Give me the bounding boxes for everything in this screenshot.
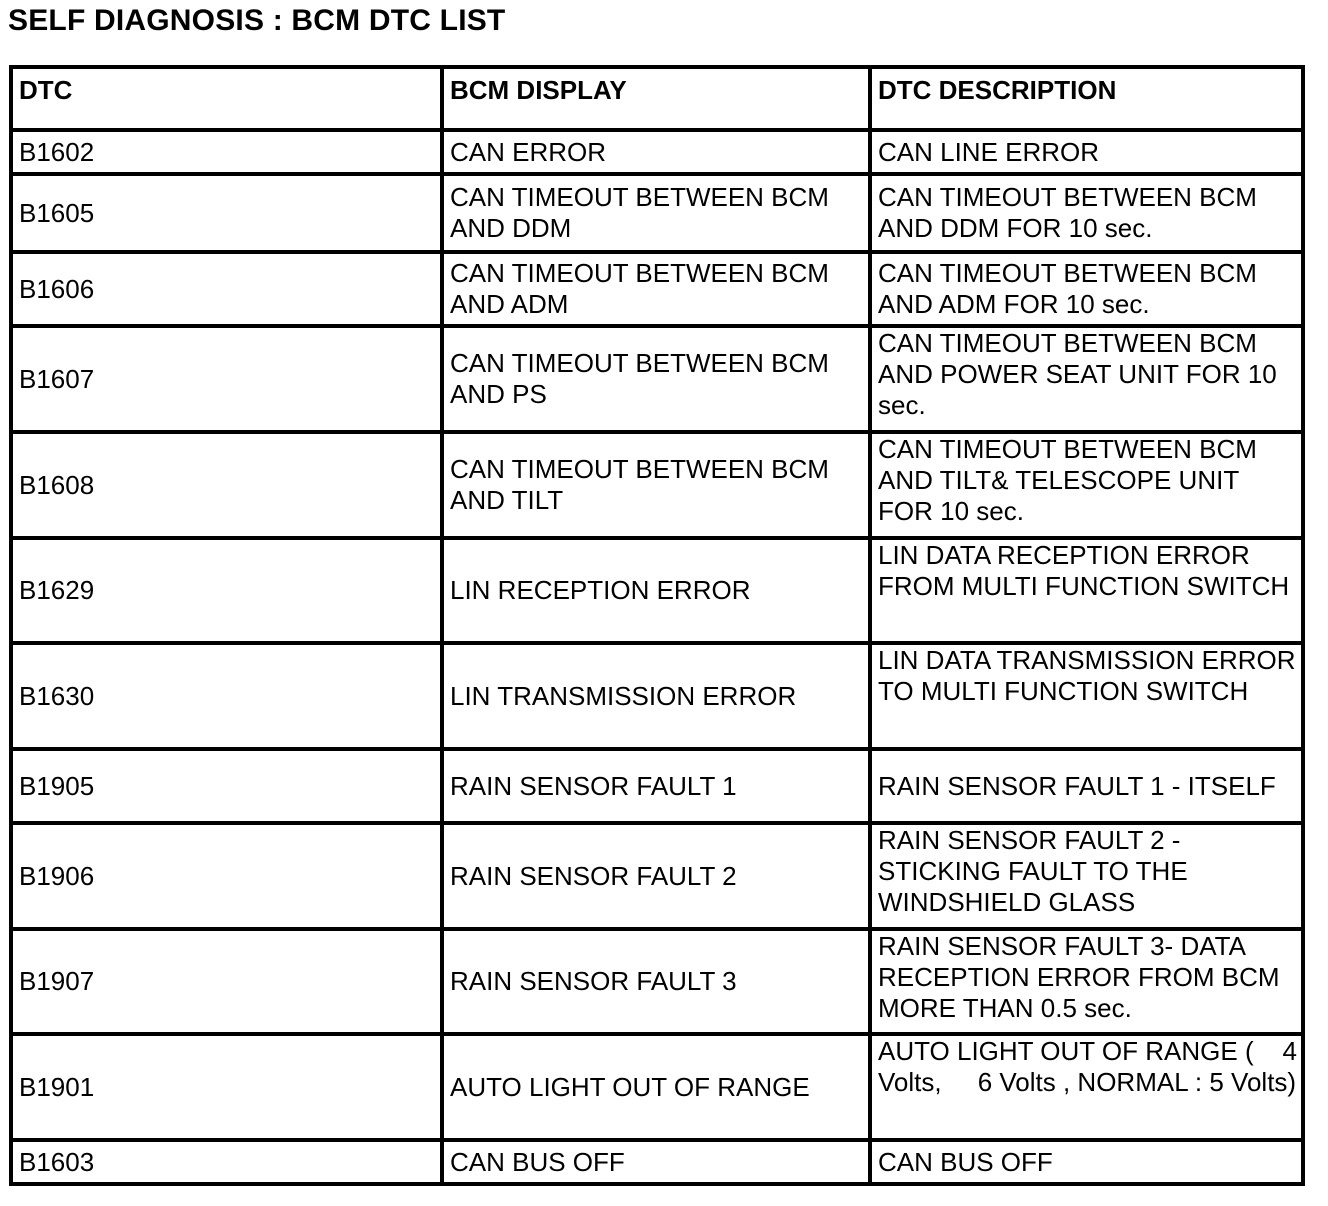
dtc-description: RAIN SENSOR FAULT 3- DATA RECEPTION ERROR FROM BCM MORE THAN 0.5 sec. [870,929,1303,1034]
bcm-display: CAN TIMEOUT BETWEEN BCM AND PS [442,326,870,432]
dtc-description: LIN DATA RECEPTION ERROR FROM MULTI FUNCTION SWITCH [870,538,1303,643]
bcm-display: CAN ERROR [442,130,870,174]
dtc-description: CAN BUS OFF [870,1140,1303,1184]
bcm-display: LIN RECEPTION ERROR [442,538,870,643]
dtc-code: B1603 [11,1140,442,1184]
bcm-display: CAN TIMEOUT BETWEEN BCM AND ADM [442,252,870,326]
table-row [11,823,1303,929]
bcm-display: RAIN SENSOR FAULT 1 [442,749,870,823]
dtc-code: B1630 [11,643,442,749]
bcm-display: RAIN SENSOR FAULT 3 [442,929,870,1034]
dtc-description: RAIN SENSOR FAULT 1 - ITSELF [870,749,1303,823]
bcm-display: AUTO LIGHT OUT OF RANGE [442,1034,870,1140]
table-row [11,432,1303,538]
dtc-code: B1906 [11,823,442,929]
dtc-description: CAN TIMEOUT BETWEEN BCM AND ADM FOR 10 sec. [870,252,1303,326]
dtc-table [9,65,1305,1186]
dtc-code: B1602 [11,130,442,174]
header-dtc-description: DTC DESCRIPTION [870,67,1303,130]
table-row [11,130,1303,174]
dtc-code: B1608 [11,432,442,538]
table-row [11,252,1303,326]
page-title: SELF DIAGNOSIS : BCM DTC LIST [8,4,506,37]
dtc-description: LIN DATA TRANSMISSION ERROR TO MULTI FUNCTION SWITCH [870,643,1303,749]
dtc-description: CAN TIMEOUT BETWEEN BCM AND TILT& TELESCOPE UNIT FOR 10 sec. [870,432,1303,538]
header-dtc: DTC [11,67,442,130]
dtc-description: CAN TIMEOUT BETWEEN BCM AND DDM FOR 10 sec. [870,174,1303,252]
bcm-display: LIN TRANSMISSION ERROR [442,643,870,749]
dtc-code: B1901 [11,1034,442,1140]
dtc-description: CAN LINE ERROR [870,130,1303,174]
dtc-code: B1905 [11,749,442,823]
dtc-description: AUTO LIGHT OUT OF RANGE ( 4 Volts, 6 Volts , NORMAL : 5 Volts) [870,1034,1303,1140]
bcm-display: RAIN SENSOR FAULT 2 [442,823,870,929]
dtc-code: B1606 [11,252,442,326]
table-row [11,1140,1303,1184]
table-row [11,749,1303,823]
dtc-code: B1629 [11,538,442,643]
bcm-display: CAN TIMEOUT BETWEEN BCM AND DDM [442,174,870,252]
dtc-description: CAN TIMEOUT BETWEEN BCM AND POWER SEAT UNIT FOR 10 sec. [870,326,1303,432]
table-row [11,1034,1303,1140]
table-row [11,538,1303,643]
bcm-display: CAN TIMEOUT BETWEEN BCM AND TILT [442,432,870,538]
dtc-code: B1607 [11,326,442,432]
table-row [11,326,1303,432]
table-row [11,643,1303,749]
dtc-code: B1907 [11,929,442,1034]
dtc-description: RAIN SENSOR FAULT 2 - STICKING FAULT TO THE WINDSHIELD GLASS [870,823,1303,929]
table-row [11,174,1303,252]
bcm-display: CAN BUS OFF [442,1140,870,1184]
table-row [11,929,1303,1034]
dtc-code: B1605 [11,174,442,252]
header-bcm-display: BCM DISPLAY [442,67,870,130]
table-header-row [11,67,1303,130]
